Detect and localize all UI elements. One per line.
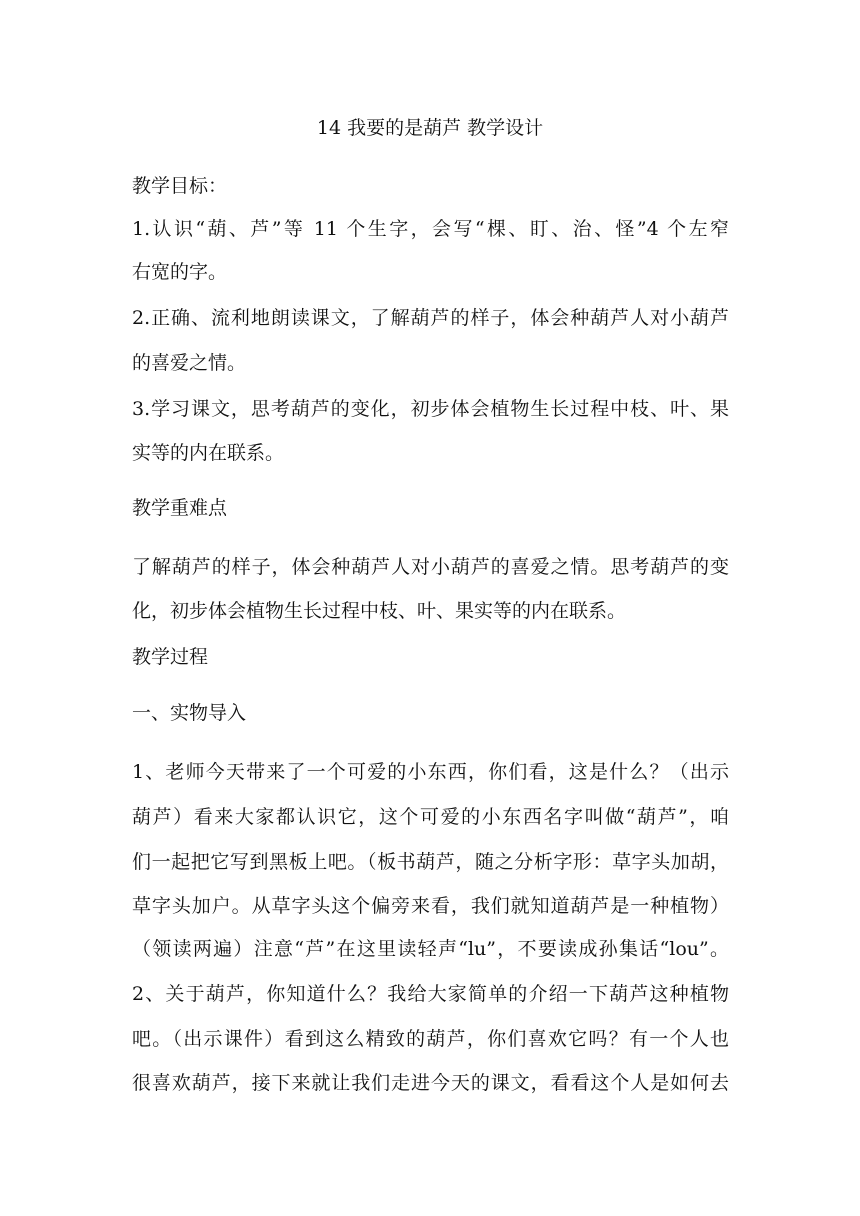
objective-1-line-2: 右宽的字。 [132, 261, 228, 283]
objective-2-line-1: 2.正确、流利地朗读课文，了解葫芦的样子，体会种葫芦人对小葫芦 [132, 307, 729, 329]
step-1-line-4: 草字头加户。从草字头这个偏旁来看，我们就知道葫芦是一种植物） [132, 895, 729, 917]
objectives-heading: 教学目标： [132, 175, 228, 197]
keypoints-heading: 教学重难点 [132, 497, 228, 519]
step-2-line-2: 吧。（出示课件）看到这么精致的葫芦，你们喜欢它吗？有一个人也 [132, 1028, 729, 1050]
process-heading: 教学过程 [132, 646, 209, 668]
keypoints-line-2: 化，初步体会植物生长过程中枝、叶、果实等的内在联系。 [132, 600, 627, 622]
step-1-line-3: 们一起把它写到黑板上吧。（板书葫芦，随之分析字形：草字头加胡， [132, 851, 729, 873]
objective-1-line-1: 1.认识“葫、芦”等 11 个生字，会写“棵、盯、治、怪”4 个左窄 [132, 218, 729, 240]
step-1-line-5: （领读两遍）注意“芦”在这里读轻声“lu”，不要读成孙集话“lou”。 [132, 938, 729, 960]
step-2-line-1: 2、关于葫芦，你知道什么？我给大家简单的介绍一下葫芦这种植物 [132, 983, 729, 1005]
section-1-heading: 一、实物导入 [132, 702, 247, 724]
keypoints-line-1: 了解葫芦的样子，体会种葫芦人对小葫芦的喜爱之情。思考葫芦的变 [132, 556, 729, 578]
document-title: 14 我要的是葫芦 教学设计 [316, 117, 544, 139]
objective-3-line-1: 3.学习课文，思考葫芦的变化，初步体会植物生长过程中枝、叶、果 [132, 398, 729, 420]
objective-2-line-2: 的喜爱之情。 [132, 352, 247, 374]
step-2-line-3: 很喜欢葫芦，接下来就让我们走进今天的课文，看看这个人是如何去 [132, 1072, 729, 1094]
step-1-line-1: 1、老师今天带来了一个可爱的小东西，你们看，这是什么？（出示 [132, 761, 729, 783]
objective-3-line-2: 实等的内在联系。 [132, 442, 285, 464]
step-1-line-2: 葫芦）看来大家都认识它，这个可爱的小东西名字叫做“葫芦”，咱 [132, 806, 729, 828]
